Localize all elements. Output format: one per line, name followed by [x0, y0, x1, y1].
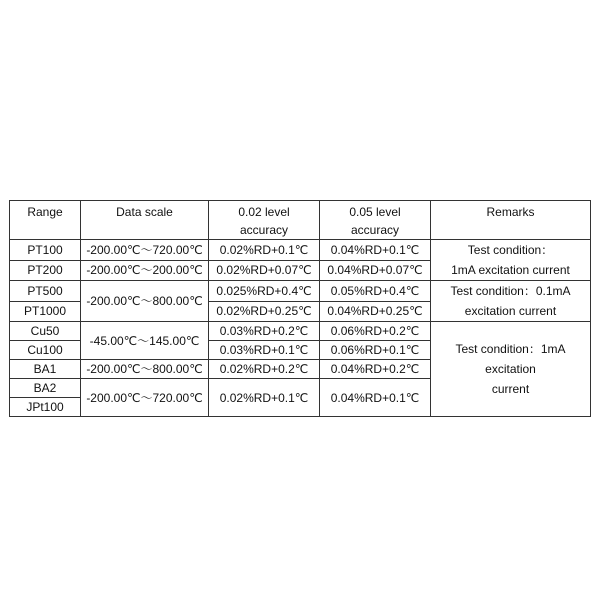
range-cell: PT1000: [10, 301, 81, 322]
scale-cell: -200.00℃～720.00℃: [81, 240, 209, 261]
header-accuracy-005-line2: accuracy: [350, 223, 400, 237]
range-cell: PT500: [10, 281, 81, 302]
accuracy-005-cell: 0.04%RD+0.1℃: [320, 240, 431, 261]
header-accuracy-005-line1: 0.05 level: [349, 205, 401, 219]
remarks-line: current: [491, 382, 530, 396]
header-accuracy-002-line2: accuracy: [239, 223, 289, 237]
accuracy-002-cell: 0.02%RD+0.25℃: [209, 301, 320, 322]
range-cell: PT200: [10, 260, 81, 281]
remarks-line: excitation current: [464, 304, 557, 318]
scale-cell: -200.00℃～800.00℃: [81, 281, 209, 322]
remarks-cell: [431, 281, 591, 322]
header-data-scale: Data scale: [81, 201, 209, 240]
range-cell: JPt100: [10, 398, 81, 417]
accuracy-002-cell: 0.02%RD+0.2℃: [209, 360, 320, 379]
accuracy-002-cell: 0.02%RD+0.07℃: [209, 260, 320, 281]
range-cell: BA2: [10, 379, 81, 398]
scale-cell: -200.00℃～200.00℃: [81, 260, 209, 281]
range-cell: Cu100: [10, 341, 81, 360]
header-accuracy-002-line1: 0.02 level: [238, 205, 290, 219]
accuracy-002-cell: 0.025%RD+0.4℃: [209, 281, 320, 302]
range-cell: PT100: [10, 240, 81, 261]
scale-cell: -200.00℃～720.00℃: [81, 379, 209, 417]
accuracy-005-cell: 0.05%RD+0.4℃: [320, 281, 431, 302]
table-row: [10, 281, 591, 302]
remarks-line: Test condition：0.1mA: [450, 284, 571, 298]
accuracy-005-cell: 0.06%RD+0.2℃: [320, 322, 431, 341]
scale-cell: -200.00℃～800.00℃: [81, 360, 209, 379]
header-remarks: Remarks: [431, 201, 591, 240]
header-accuracy-005: [320, 201, 431, 240]
header-accuracy-002: [209, 201, 320, 240]
accuracy-002-cell: 0.03%RD+0.1℃: [209, 341, 320, 360]
table-row: [10, 322, 591, 341]
accuracy-005-cell: 0.06%RD+0.1℃: [320, 341, 431, 360]
remarks-cell: [431, 240, 591, 281]
accuracy-005-cell: 0.04%RD+0.1℃: [320, 379, 431, 417]
scale-cell: -45.00℃～145.00℃: [81, 322, 209, 360]
remarks-line: Test condition：1mA excitation: [455, 342, 566, 376]
header-range: Range: [10, 201, 81, 240]
remarks-cell: [431, 322, 591, 417]
remarks-line: Test condition：: [467, 243, 554, 257]
accuracy-005-cell: 0.04%RD+0.25℃: [320, 301, 431, 322]
header-row: [10, 201, 591, 240]
accuracy-005-cell: 0.04%RD+0.2℃: [320, 360, 431, 379]
accuracy-002-cell: 0.03%RD+0.2℃: [209, 322, 320, 341]
table-row: [10, 240, 591, 261]
range-cell: Cu50: [10, 322, 81, 341]
remarks-line: 1mA excitation current: [451, 263, 570, 277]
range-cell: BA1: [10, 360, 81, 379]
accuracy-002-cell: 0.02%RD+0.1℃: [209, 379, 320, 417]
accuracy-002-cell: 0.02%RD+0.1℃: [209, 240, 320, 261]
accuracy-spec-table: [9, 200, 591, 417]
accuracy-005-cell: 0.04%RD+0.07℃: [320, 260, 431, 281]
